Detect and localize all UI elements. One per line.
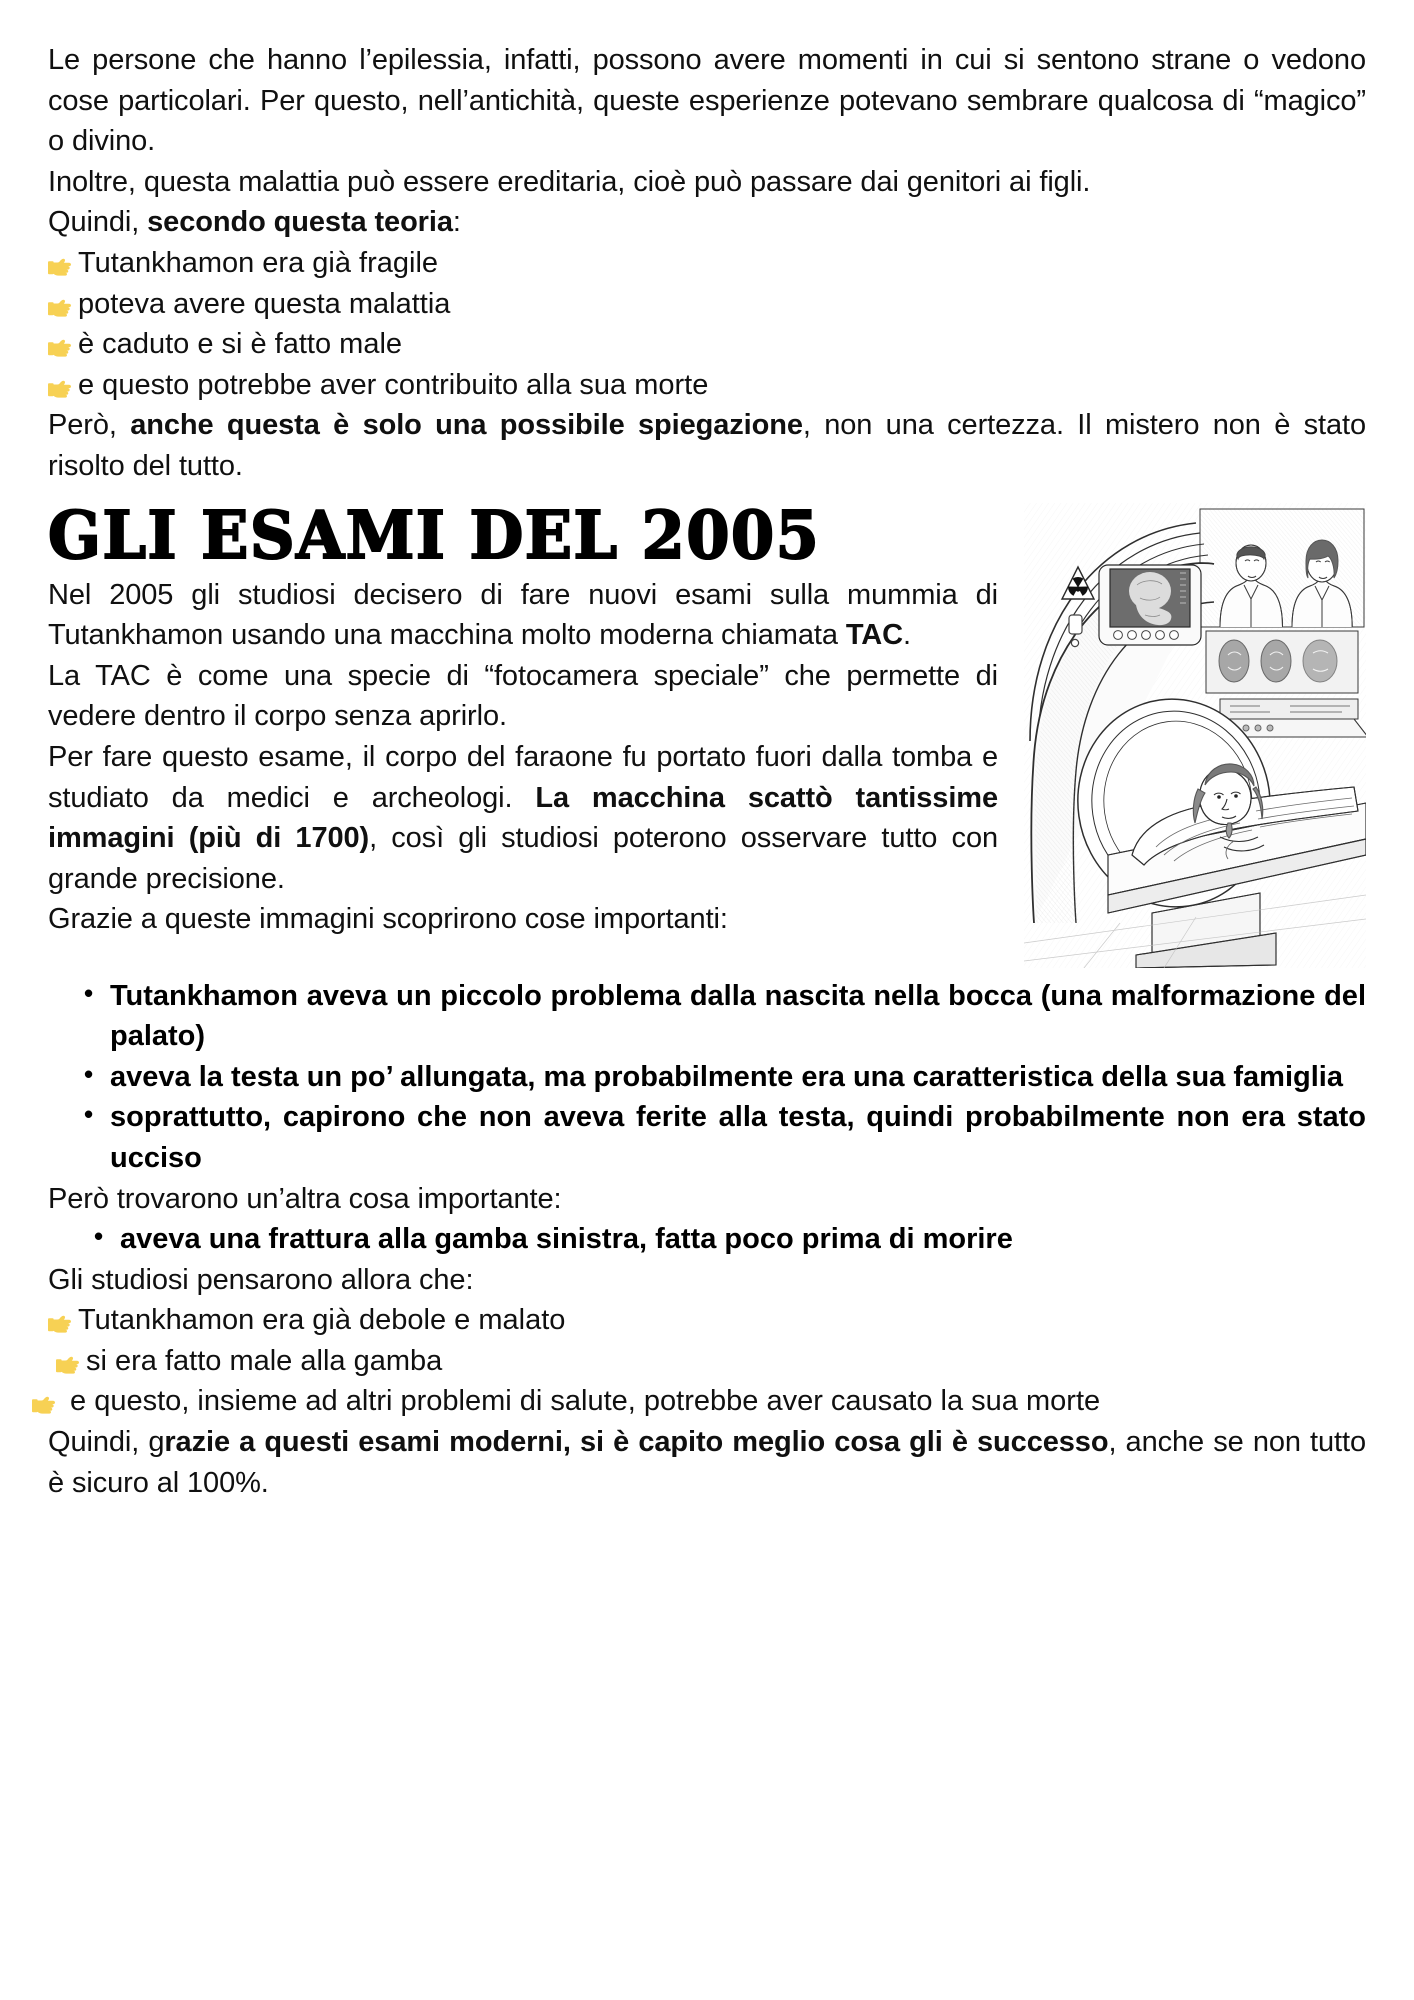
section-title: GLI ESAMI DEL 2005 [48, 502, 821, 574]
section-2005 [48, 503, 1366, 976]
other-finding-list [48, 1219, 1366, 1260]
theory-lead-in-bold: secondo questa teoria [147, 206, 453, 239]
closing-bold: razie a questi esami moderni, si è capito meglio cosa gli è successo [164, 1426, 1109, 1459]
pointing-hand-icon [48, 293, 75, 320]
conclusions-lead-in: Gli studiosi pensarono allora che: [48, 1263, 474, 1296]
theory-lead-in-prefix: Quindi, [48, 206, 148, 239]
pointing-hand-icon [48, 333, 75, 360]
pointing-hand-icon [48, 1309, 75, 1336]
section-paragraph-3-bold: La macchina scattò tantissime immagini (più di 1700) [48, 781, 998, 855]
list-item: • aveva la testa un po’ allungata, ma probabilmente era una caratteristica della sua famiglia [110, 1057, 1366, 1098]
theory-point-1 [48, 243, 1366, 284]
section-paragraph-3-suffix: , così gli studiosi poterono osservare tutto con grande precisione. [48, 822, 998, 895]
conclusion-point-3-label: e questo, insieme ad altri problemi di salute, potrebbe aver causato la sua morte [62, 1385, 1101, 1418]
caveat-paragraph [48, 405, 1366, 486]
xray-lightbox-images [1206, 631, 1358, 693]
list-item: • aveva una frattura alla gamba sinistra, fatta poco prima di morire [120, 1219, 1366, 1260]
list-item: • Tutankhamon aveva un piccolo problema dalla nascita nella bocca (una malformazione del palato) [110, 976, 1366, 1057]
conclusion-point-1-label: Tutankhamon era già debole e malato [78, 1304, 566, 1337]
conclusion-point-1 [48, 1300, 1366, 1341]
theory-point-2-label: poteva avere questa malattia [78, 287, 451, 320]
closing-paragraph [48, 1422, 1366, 1503]
intro-paragraph-2: Inoltre, questa malattia può essere ereditaria, cioè può passare dai genitori ai figli. [48, 165, 1091, 198]
conclusion-point-2-label: si era fatto male alla gamba [86, 1344, 443, 1377]
theory-lead-in [48, 202, 1366, 243]
section-paragraph-1-prefix: Nel 2005 gli studiosi decisero di fare nuovi esami sulla mummia di Tutankhamon usando una macchina molto moderna chiamata [48, 578, 998, 652]
ct-scan-mummy-sketch [1024, 503, 1366, 968]
theory-point-4-label: e questo potrebbe aver contribuito alla sua morte [78, 368, 709, 401]
theory-point-2 [48, 284, 1366, 325]
pointing-hand-icon [56, 1350, 83, 1377]
theory-point-3-label: è caduto e si è fatto male [78, 328, 403, 361]
section-paragraph-4: Grazie a queste immagini scoprirono cose importanti: [48, 903, 728, 936]
theory-point-3 [48, 324, 1366, 365]
findings-list [48, 976, 1366, 1179]
caveat-prefix: Però, [48, 409, 131, 442]
pointing-hand-icon [48, 1390, 59, 1417]
theory-lead-in-suffix: : [452, 206, 461, 239]
theory-point-4 [48, 365, 1366, 406]
other-finding-lead-in: Però trovarono un’altra cosa importante: [48, 1182, 562, 1215]
document-content [48, 40, 1366, 1503]
section-paragraph-1-suffix: . [903, 619, 911, 652]
conclusion-point-2 [48, 1341, 1366, 1382]
intro-paragraph-1: Le persone che hanno l’epilessia, infatti, possono avere momenti in cui si sentono strane o vedono cose particolari. Per questo, nell’antichità, queste esperienze potevano sembrare qualcosa di “magico” o divino. [48, 44, 1366, 158]
tac-term: TAC [845, 619, 903, 652]
conclusion-point-3 [48, 1381, 1366, 1422]
closing-prefix: Quindi, g [48, 1426, 165, 1459]
closing-suffix: , anche se non tutto è sicuro al 100%. [48, 1426, 1366, 1499]
list-item: • soprattutto, capirono che non aveva ferite alla testa, quindi probabilmente non era stato ucciso [110, 1097, 1366, 1178]
pointing-hand-icon [48, 374, 75, 401]
caveat-bold: anche questa è solo una possibile spiegazione [130, 409, 803, 442]
caveat-suffix: , non una certezza. Il mistero non è stato risolto del tutto. [48, 409, 1366, 482]
section-paragraph-3-prefix: Per fare questo esame, il corpo del faraone fu portato fuori dalla tomba e studiato da medici e archeologi. [48, 740, 998, 814]
theory-point-1-label: Tutankhamon era già fragile [78, 246, 439, 279]
pointing-hand-icon [48, 252, 75, 279]
section-paragraph-2: La TAC è come una specie di “fotocamera speciale” che permette di vedere dentro il corpo senza aprirlo. [48, 659, 998, 733]
